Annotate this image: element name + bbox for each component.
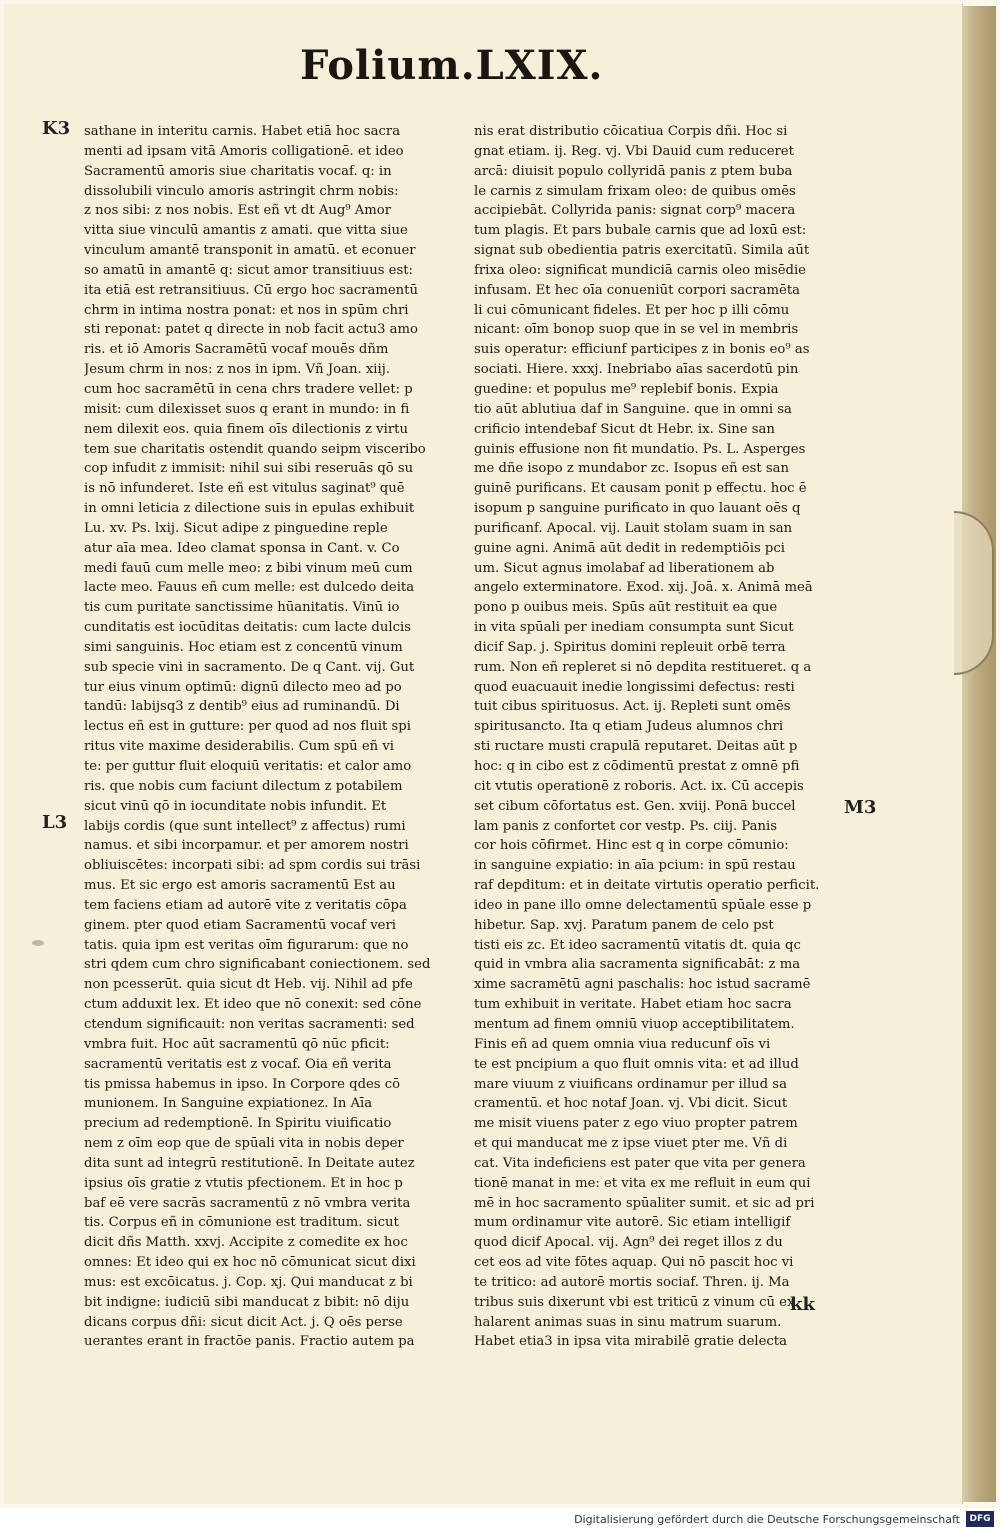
- book-page: [4, 4, 963, 1504]
- text-line: Jesum chrm in nos: z nos in ipm. Vñ Joan. xiij.: [84, 362, 390, 378]
- ink-smudge: [32, 940, 44, 946]
- text-line: accipiebāt. Collyrida panis: signat corp⁹ macera: [474, 203, 796, 219]
- text-line: um. Sicut agnus imolabaf ad liberationem ab: [474, 560, 775, 576]
- text-line: guedine: et populus me⁹ replebif bonis. Expia: [474, 381, 779, 397]
- text-line: ita etiā est retransitiuus. Cū ergo hoc sacramentū: [84, 282, 418, 298]
- text-line: so amatū in amantē q: sicut amor transitiuus est:: [84, 262, 413, 278]
- text-line: tuit cibus spirituosus. Act. ij. Repleti sunt omēs: [474, 699, 791, 715]
- text-line: dicit dñs Matth. xxvj. Accipite z comedite ex hoc: [84, 1235, 408, 1251]
- text-line: cum hoc sacramētū in cena chrs tradere vellet: p: [84, 381, 413, 397]
- text-line: tandū: labijsq3 z dentib⁹ eius ad ruminandū. Di: [84, 699, 400, 715]
- text-line: quod euacuauit inedie longissimi defectus: resti: [474, 679, 795, 695]
- text-line: lectus eñ est in gutture: per quod ad nos fluit spi: [84, 719, 411, 735]
- text-line: tis pmissa habemus in ipso. In Corpore qdes cō: [84, 1076, 401, 1092]
- text-line: hibetur. Sap. xvj. Paratum panem de celo pst: [474, 917, 774, 933]
- text-line: tem sue charitatis ostendit quando seipm visceribo: [84, 441, 426, 457]
- text-line: purificanf. Apocal. vij. Lauit stolam suam in san: [474, 520, 793, 536]
- text-line: precium ad redemptionē. In Spiritu viuificatio: [84, 1116, 392, 1132]
- text-line: mare viuum z viuificans ordinamur per illud sa: [474, 1076, 787, 1092]
- text-line: is nō infunderet. Iste eñ est vitulus saginat⁹ quē: [84, 481, 405, 497]
- text-line: infusam. Et hec oīa conueniūt corpori sacramēta: [474, 282, 800, 298]
- text-line: ris. et iō Amoris Sacramētū vocaf mouēs dñm: [84, 342, 389, 358]
- text-line: raf depditum: et in deitate virtutis operatio perficit.: [474, 878, 820, 894]
- text-line: halarent animas suas in sinu matrum suarum.: [474, 1314, 782, 1330]
- text-line: nem z oīm eop que de spūali vita in nobis deper: [84, 1136, 404, 1152]
- text-line: Habet etia3 in ipsa vita mirabilē gratie delecta: [474, 1334, 787, 1350]
- text-line: arcā: diuisit populo collyridā panis z ptem buba: [474, 163, 793, 179]
- text-line: te tritico: ad autorē mortis sociaf. Thren. ij. Ma: [474, 1274, 790, 1290]
- text-line: sub specie vini in sacramento. De q Cant. vij. Gut: [84, 659, 415, 675]
- text-line: te est pncipium a quo fluit omnis vita: et ad illud: [474, 1056, 799, 1072]
- text-line: lacte meo. Fauus eñ cum melle: est dulcedo deita: [84, 580, 415, 596]
- text-line: dicif Sap. j. Spiritus domini repleuit orbē terra: [474, 639, 786, 655]
- footer-bar: [0, 1508, 1000, 1531]
- text-line: tisti eis zc. Et ideo sacramentū vitatis dt. quia qc: [474, 937, 801, 953]
- text-line: sti ructare musti crapulā reputaret. Deitas aūt p: [474, 739, 798, 755]
- text-line: munionem. In Sanguine expiationez. In Aīa: [84, 1096, 373, 1112]
- text-line: mum ordinamur vite autorē. Sic etiam intelligif: [474, 1215, 791, 1231]
- text-line: misit: cum dilexisset suos q erant in mundo: in fi: [84, 401, 410, 417]
- text-line: set cibum cōfortatus est. Gen. xviij. Ponā buccel: [474, 798, 796, 814]
- text-line: cet eos ad vite fōtes aquap. Qui nō pascit hoc vi: [474, 1255, 794, 1271]
- page-edge: [962, 6, 996, 1502]
- text-line: ctum adduxit lex. Et ideo que nō conexit: sed cōne: [84, 997, 422, 1013]
- text-line: mentum ad finem omniū viuop acceptibilitatem.: [474, 1016, 795, 1032]
- text-line: cat. Vita indeficiens est pater que vita per genera: [474, 1155, 806, 1171]
- text-line: crificio intendebaf Sicut dt Hebr. ix. Sine san: [474, 421, 775, 437]
- right-text-column: [474, 122, 840, 1352]
- text-line: tis cum puritate sanctissime hūanitatis. Vinū io: [84, 600, 400, 616]
- text-line: me misit viuens pater z ego viuo propter patrem: [474, 1116, 798, 1132]
- text-line: tis. Corpus eñ in cōmunione est traditum. sicut: [84, 1215, 399, 1231]
- text-line: Sacramentū amoris siue charitatis vocaf. q: in: [84, 163, 392, 179]
- text-line: guinis effusione non fit mundatio. Ps. L. Asperges: [474, 441, 806, 457]
- text-line: dissolubili vinculo amoris astringit chrm nobis:: [84, 183, 399, 199]
- text-line: ipsius oīs gratie z vtutis pfectionem. Et in hoc p: [84, 1175, 403, 1191]
- text-line: Finis eñ ad quem omnia viua reducunf oīs vi: [474, 1036, 771, 1052]
- text-line: uerantes erant in fractōe panis. Fractio autem pa: [84, 1334, 415, 1350]
- text-line: tatis. quia ipm est veritas oīm figurarum: que no: [84, 937, 409, 953]
- text-line: cramentū. et hoc notaf Joan. vj. Vbi dicit. Sicut: [474, 1096, 788, 1112]
- margin-note-k3: K3: [42, 118, 71, 139]
- text-line: sathane in interitu carnis. Habet etiā hoc sacra: [84, 124, 401, 139]
- text-line: signat sub obedientia patris exercitatū. Simila aūt: [474, 243, 810, 259]
- dfg-logo: DFG: [966, 1511, 994, 1527]
- text-line: chrm in intima nostra ponat: et nos in spūm chri: [84, 302, 409, 318]
- text-line: menti ad ipsam vitā Amoris colligationē. et ideo: [84, 143, 404, 159]
- text-line: ritus vite maxime desiderabilis. Cum spū eñ vi: [84, 739, 394, 755]
- text-line: dita sunt ad integrū restitutionē. In Deitate autez: [84, 1155, 415, 1171]
- funding-credit: Digitalisierung gefördert durch die Deutsche Forschungsgemeinschaft: [574, 1513, 960, 1526]
- text-line: angelo exterminatore. Exod. xij. Joā. x. Animā meā: [474, 580, 813, 596]
- text-line: pono p ouibus meis. Spūs aūt restituit ea que: [474, 600, 778, 616]
- text-line: tem faciens etiam ad autorē vite z veritatis cōpa: [84, 897, 407, 913]
- text-line: ideo in pane illo omne delectamentū spūale esse p: [474, 897, 812, 913]
- text-line: isopum p sanguine purificato in quo lauant oēs q: [474, 501, 801, 517]
- margin-note-m3: M3: [844, 797, 877, 818]
- margin-note-l3: L3: [42, 812, 68, 833]
- text-line: me dñe isopo z mundabor zc. Isopus eñ est san: [474, 461, 789, 477]
- left-text-column: [84, 122, 446, 1352]
- text-line: tionē manat in me: et vita ex me refluit in eum qui: [474, 1175, 811, 1191]
- text-line: ctendum significauit: non veritas sacramenti: sed: [84, 1016, 415, 1032]
- text-line: xime sacramētū agni paschalis: hoc istud sacramē: [474, 977, 811, 993]
- text-line: quod dicif Apocal. vij. Agn⁹ dei reget illos z du: [474, 1235, 783, 1251]
- text-line: bit indigne: iudiciū sibi manducat z bibit: nō diju: [84, 1294, 410, 1310]
- text-line: ginem. pter quod etiam Sacramentū vocaf veri: [84, 917, 396, 933]
- text-line: li cui cōmunicant fideles. Et per hoc p illi cōmu: [474, 302, 790, 318]
- folio-title: Folium.LXIX.: [300, 42, 604, 89]
- text-line: cor hois cōfirmet. Hinc est q in corpe cōmunio:: [474, 838, 789, 854]
- text-line: sicut vinū qō in iocunditate nobis infundit. Et: [84, 798, 387, 814]
- text-line: simi sanguinis. Hoc etiam est z concentū vinum: [84, 639, 403, 655]
- text-line: tum plagis. Et pars bubale carnis que ad loxū est:: [474, 223, 807, 239]
- text-line: te: per guttur fluit eloquiū veritatis: et calor amo: [84, 759, 412, 774]
- text-line: tribus suis dixerunt vbi est triticū z vinum cū ex: [474, 1294, 795, 1310]
- text-line: mē in hoc sacramento spūaliter sumit. et sic ad pri: [474, 1195, 815, 1211]
- text-line: in sanguine expiatio: in aīa pcium: in spū restau: [474, 858, 796, 874]
- text-line: vitta siue vinculū amantis z amati. que vitta siue: [84, 223, 408, 239]
- text-line: suis operatur: efficiunf participes z in bonis eo⁹ as: [474, 342, 810, 358]
- text-line: namus. et sibi incorpamur. et per amorem nostri: [84, 838, 409, 854]
- text-line: labijs cordis (que sunt intellect⁹ z affectus) rumi: [84, 818, 406, 834]
- text-line: medi fauū cum melle meo: z bibi vinum meū cum: [84, 560, 413, 576]
- text-line: spiritusancto. Ita q etiam Judeus alumnos chri: [474, 719, 784, 735]
- text-line: rum. Non eñ repleret si nō depdita restitueret. q a: [474, 659, 812, 675]
- text-line: mus: est excōicatus. j. Cop. xj. Qui manducat z bi: [84, 1274, 413, 1290]
- text-line: cop infudit z immisit: nihil sui sibi reseruās qō su: [84, 461, 414, 477]
- text-line: le carnis z simulam frixam oleo: de quibus omēs: [474, 183, 796, 199]
- text-line: nis erat distributio cōicatiua Corpis dñi. Hoc si: [474, 124, 788, 139]
- text-line: tio aūt ablutiua daf in Sanguine. que in omni sa: [474, 401, 792, 417]
- text-line: vmbra fuit. Hoc aūt sacramentū qō nūc pficit:: [84, 1036, 390, 1052]
- text-line: nem dilexit eos. quia finem oīs dilectionis z virtu: [84, 421, 408, 437]
- text-line: atur aīa mea. Ideo clamat sponsa in Cant. v. Co: [84, 540, 400, 556]
- text-line: ris. que nobis cum faciunt dilectum z potabilem: [84, 778, 403, 794]
- text-line: Lu. xv. Ps. lxij. Sicut adipe z pinguedine reple: [84, 520, 388, 536]
- text-line: sociati. Hiere. xxxj. Inebriabo aīas sacerdotū pin: [474, 362, 799, 378]
- text-line: guinē purificans. Et causam ponit p effectu. hoc ē: [474, 481, 807, 497]
- text-line: mus. Et sic ergo est amoris sacramentū Est au: [84, 878, 396, 894]
- signature-mark: kk: [790, 1294, 815, 1315]
- text-line: baf eē vere sacrās sacramentū z nō vmbra verita: [84, 1195, 411, 1211]
- text-line: tum exhibuit in veritate. Habet etiam hoc sacra: [474, 997, 792, 1013]
- text-line: gnat etiam. ij. Reg. vj. Vbi Dauid cum reduceret: [474, 143, 794, 159]
- text-line: non pcesserūt. quia sicut dt Heb. vij. Nihil ad pfe: [84, 977, 413, 993]
- text-line: in vita spūali per inediam consumpta sunt Sicut: [474, 620, 794, 636]
- text-line: sacramentū veritatis est z vocaf. Oia eñ verita: [84, 1056, 392, 1072]
- text-line: cit vtutis operationē z roboris. Act. ix. Cū accepis: [474, 778, 804, 794]
- text-line: sti reponat: patet q directe in nob facit actu3 amo: [84, 322, 418, 338]
- text-line: dicans corpus dñi: sicut dicit Act. j. Q oēs perse: [84, 1314, 403, 1330]
- text-line: guine agni. Animā aūt dedit in redemptiōis pci: [474, 540, 785, 556]
- text-line: obliuiscētes: incorpati sibi: ad spm cordis sui trāsi: [84, 858, 421, 874]
- text-line: stri qdem cum chro significabant coniectionem. sed: [84, 957, 431, 973]
- text-line: nicant: oīm bonop suop que in se vel in membris: [474, 322, 799, 338]
- text-line: quid in vmbra alia sacramenta significabāt: z ma: [474, 957, 801, 973]
- text-line: tur eius vinum optimū: dignū dilecto meo ad po: [84, 679, 402, 695]
- page-clip-tab: [954, 511, 994, 675]
- text-line: frixa oleo: significat mundiciā carnis oleo misēdie: [474, 262, 806, 278]
- text-line: vinculum amantē transponit in amatū. et econuer: [84, 243, 416, 259]
- text-line: cunditatis est iocūditas deitatis: cum lacte dulcis: [84, 620, 411, 636]
- text-line: et qui manducat me z ipse viuet pter me. Vñ di: [474, 1136, 788, 1152]
- text-line: lam panis z confortet cor vestp. Ps. ciij. Panis: [474, 818, 777, 834]
- text-line: in omni leticia z dilectione suis in epulas exhibuit: [84, 501, 415, 517]
- text-line: z nos sibi: z nos nobis. Est eñ vt dt Aug⁹ Amor: [84, 203, 392, 219]
- text-line: hoc: q in cibo est z cōdimentū prestat z omnē pfi: [474, 759, 800, 774]
- text-line: omnes: Et ideo qui ex hoc nō cōmunicat sicut dixi: [84, 1255, 416, 1271]
